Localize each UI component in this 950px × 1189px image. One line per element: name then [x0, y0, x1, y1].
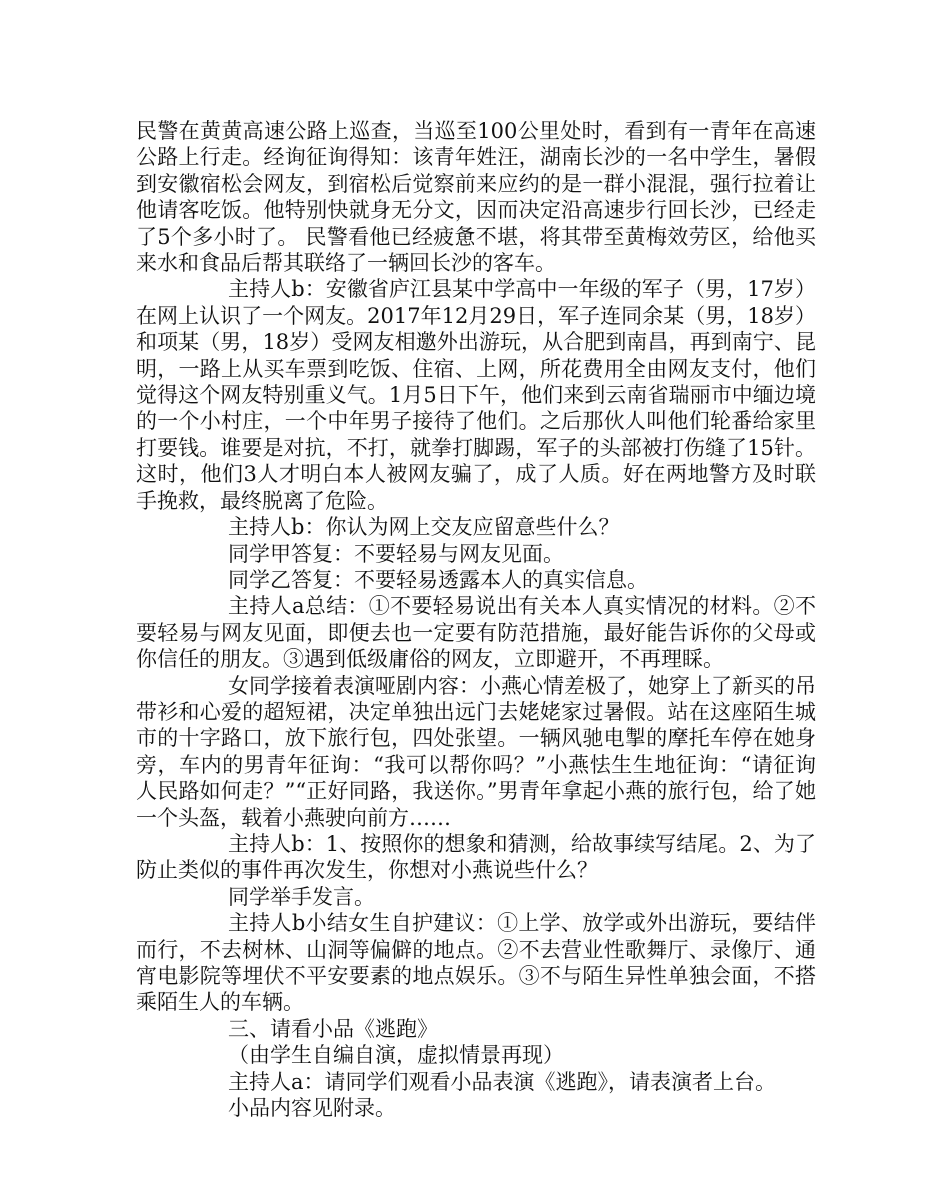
paragraph-students-speak: 同学举手发言。	[228, 884, 375, 909]
paragraph-host-a-summary: 主持人a总结：①不要轻易说出有关本人真实情况的材料。②不要轻易与网友见面，即便去也一定要有防范措施，最好能告诉你的父母或你信任的朋友。③遇到低级庸俗的网友，立即避开，不再理睬。	[136, 594, 816, 672]
paragraph-mime-performance: 女同学接着表演哑剧内容：小燕心情差极了，她穿上了新买的吊带衫和心爱的超短裙，决定单独出远门去姥姥家过暑假。站在这座陌生城市的十字路口，放下旅行包，四处张望。一辆风驰电掣的摩托车停在她身旁，车内的男青年征询：“我可以帮你吗？”小燕怯生生地征询：“请征询人民路如何走？”“正好同路，我送你。”男青年拿起小燕的旅行包，给了她一个头盔，载着小燕驶向前方……	[136, 673, 816, 830]
section-heading-skit: 三、请看小品《逃跑》	[228, 1016, 438, 1041]
paragraph-host-a-invite: 主持人a：请同学们观看小品表演《逃跑》，请表演者上台。	[228, 1069, 777, 1094]
paragraph-appendix-note: 小品内容见附录。	[228, 1096, 396, 1121]
paragraph-host-b-safety-tips: 主持人b小结女生自护建议：①上学、放学或外出游玩，要结伴而行，不去树林、山洞等偏僻的地点。②不去营业性歌舞厅、录像厅、通宵电影院等埋伏不平安要素的地点娱乐。③不与陌生异性单独会面，不搭乘陌生人的车辆。	[136, 911, 816, 1015]
paragraph-host-b-prompt: 主持人b：1、按照你的想象和猜测，给故事续写结尾。2、为了防止类似的事件再次发生，你想对小燕说些什么？	[136, 831, 816, 883]
paragraph-host-b-case: 主持人b：安徽省庐江县某中学高中一年级的军子（男，17岁）在网上认识了一个网友。2017年12月29日，军子连同余某（男，18岁）和项某（男，18岁）受网友相邀外出游玩，从合肥到南昌，再到南宁、昆明，一路上从买车票到吃饭、住宿、上网，所花费用全由网友支付，他们觉得这个网友特别重义气。1月5日下午，他们来到云南省瑞丽市中缅边境的一个小村庄，一个中年男子接待了他们。之后那伙人叫他们轮番给家里打要钱。谁要是对抗，不打，就拳打脚踢，军子的头部被打伤缝了15针。这时，他们3人才明白本人被网友骗了，成了人质。好在两地警方及时联手挽救，最终脱离了危险。	[136, 277, 816, 513]
paragraph-student-yi-answer: 同学乙答复：不要轻易透露本人的真实信息。	[228, 567, 648, 592]
paragraph-student-jia-answer: 同学甲答复：不要轻易与网友见面。	[228, 541, 564, 566]
paragraph-police-patrol: 民警在黄黄高速公路上巡查，当巡至100公里处时，看到有一青年在高速公路上行走。经询征询得知：该青年姓汪，湖南长沙的一名中学生，暑假到安徽宿松会网友，到宿松后觉察前来应约的是一群小混混，强行拉着让他请客吃饭。他特别快就身无分文，因而决定沿高速步行回长沙，已经走了5个多小时了。 民警看他已经疲惫不堪，将其带至黄梅效劳区，给他买来水和食品后帮其联络了一辆回长沙的客车。	[136, 119, 816, 276]
paragraph-skit-note: （由学生自编自演，虚拟情景再现）	[228, 1043, 564, 1068]
paragraph-host-b-question: 主持人b：你认为网上交友应留意些什么？	[228, 515, 620, 540]
document-body	[136, 118, 816, 1121]
